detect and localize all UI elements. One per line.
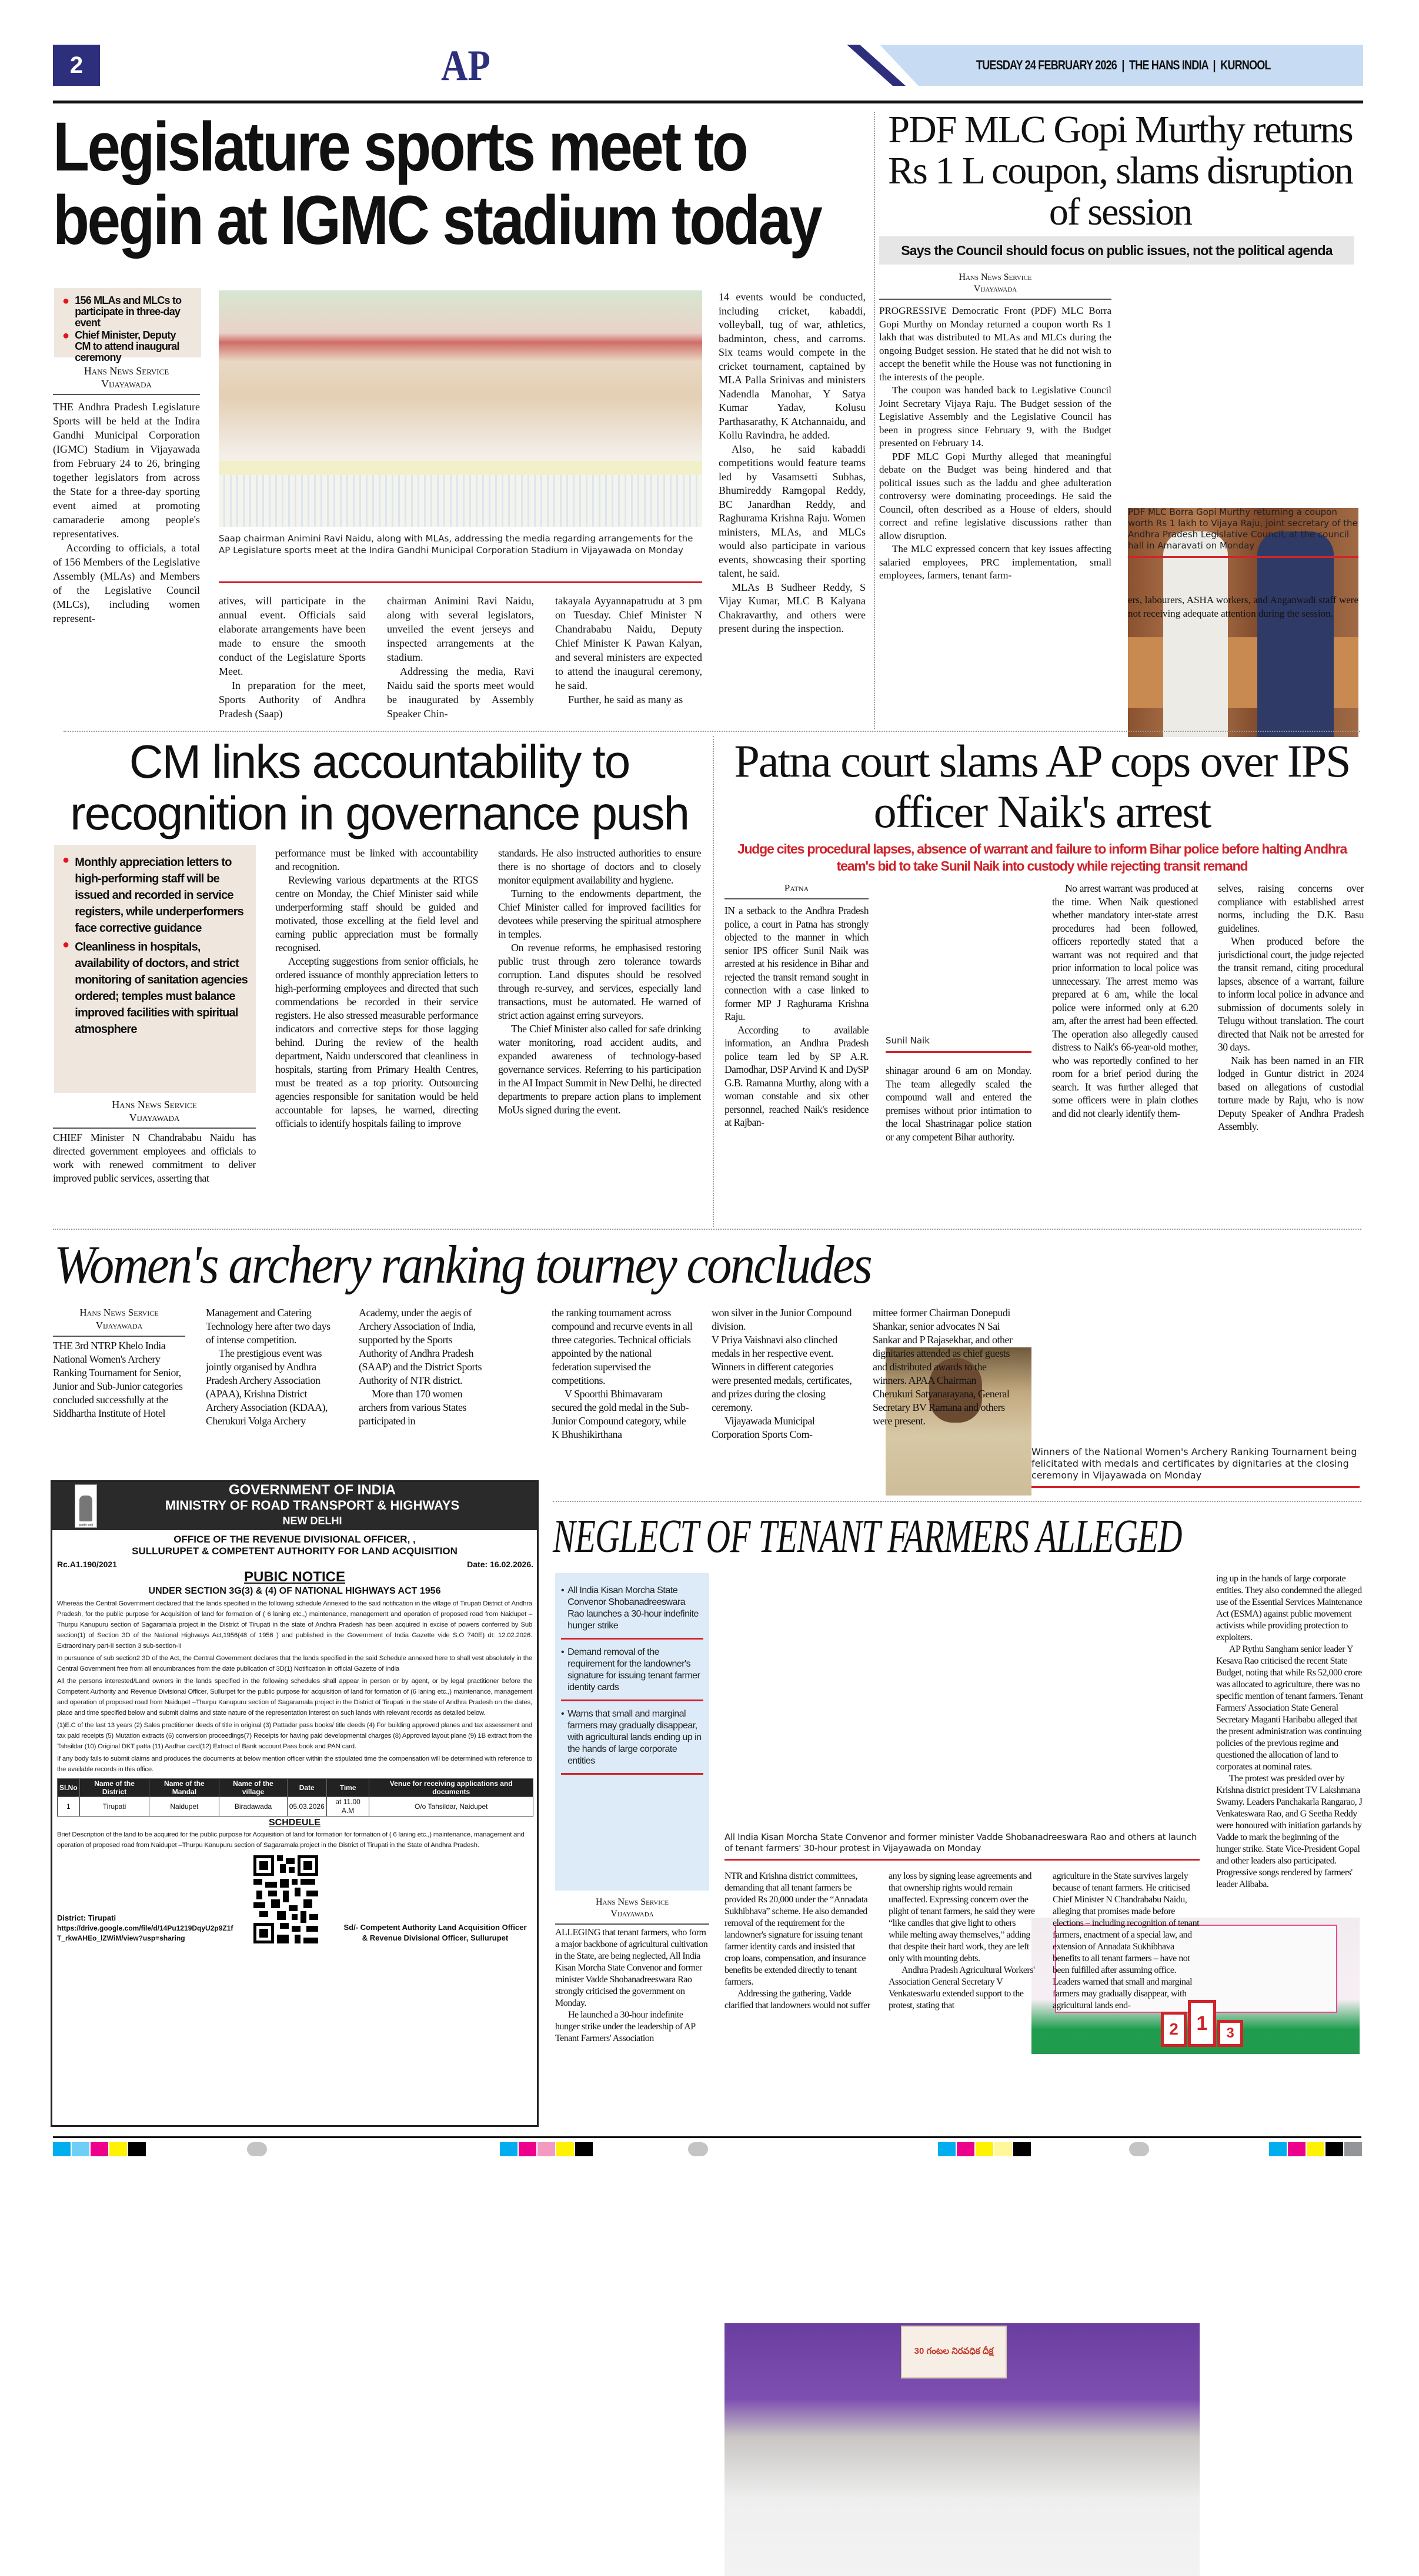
story1-highlights [54,288,201,363]
schedule-text: Brief Description of the land to be acquired for the public purpose for Acquisition of land for formation for formation of ( 6 laning etc.,) maintenance, management and operation of proposed road from Naidupet –Thurpu Kanupuru section of Sagaramala project in the District of Tirupati in the State of Andhra Pradesh. [57,1831,525,1849]
page-number-badge [53,45,100,86]
table-header-cell: Date [287,1779,326,1797]
color-swatch [1307,2142,1324,2156]
story4-column-1: IN a setback to the Andhra Pradesh police, a court in Patna has strongly objected to the manner in which senior IPS officer Sunil Naik was arrested at his residence in Bihar and rejected the transit remand sought in connection with a case linked to former MP J Raghurama Krishna Raju. According to available information, an Andhra Pradesh police team led by SP A.R. Damodhar, DSP Arvind K and DySP G.B. Ramanna Murthy, along with a woman constable and six other personnel, reached Naik's residence at Rajban- [724,905,869,1128]
section-divider [553,1501,1361,1502]
podium-3: 3 [1217,2020,1243,2047]
table-header-cell: Time [326,1779,369,1797]
color-swatch [994,2142,1012,2156]
story5-column-5: won silver in the Junior Compound division. V Priya Vaishnavi also clinched medals in her respective event. Winners in different categories were presented medals, certificates, and prizes during the closing ceremony. Vijayawada Municipal Corporation Sports Com- [712,1307,852,1440]
highlight-item: ● Monthly appreciation letters to high-performing staff will be issued and recorded in service registers, while underperformers face corrective guidance [62,854,249,936]
notice-ref-row [52,1557,537,1569]
story6-byline-block: Hans News Service Vijayawada [555,1896,709,1925]
table-cell: 05.03.2026 [287,1797,326,1816]
schedule-table [57,1778,533,1816]
story6-photo [724,2323,1200,2576]
bullet-dot-icon: ● [62,854,69,867]
story1-headline: Legislature sports meet to begin at IGMC stadium today [53,108,821,259]
protest-banner-text: 30 గంటల నిరవధిక దీక్ష [914,2346,994,2356]
story1-column-3: chairman Animini Ravi Naidu, along with several legislators, unveiled the event jerseys and inspected arrangements at the stadium. Addressing the media, Ravi Naidu said the sports meet would be inaugurated by Assembly Speaker Chin- [387,595,534,720]
dateline: TUESDAY 24 FEBRUARY 2026 | THE HANS INDIA | KURNOOL [976,58,1271,72]
notice-body: Whereas the Central Government declared that the lands specified in the following schedule Annexed to the said notification in the village of Tirupati District of Andhra Pradesh, for the public purpose for Acquisition of land for formation of ( 6 laning etc.,) maintenance, management and operation of proposed road from Naidupet –Thurpu Kanupuru section of Sagaramala project in the District of Tirupati in the state of Andhra Pradesh has been acquired in excise of powers conferred by Sub section(1) of Section 3D of the National Highways Act,1956(48 of 1956 ) and published in the Government of India Gazette vide S.O 740E) dt: 12.02.2026. Extraordinary part-II section 3 sub-section-II In pursuance of sub section2 3D of the Act, the Central Government declares that the lands specified in the said Schedule annexed here to shall vest absolutely in the Central Government free from all encumbrances from the date publication of 3D(1) Notification in official Gazette of India All the persons interested/Land owners in the lands specified in the following schedules shall appear in person or by agent, or by legal practitioner before the Competent Authority and Revenue Divisional Officer, Sullurpet for the public purpose for acquisition of land for formation of (6 laning etc.,) maintenance, management and operation of proposed road from Naidupet –Thurpu Kanupuru section of Sagaramala project in the District of Tirupati in the state of Andhra Pradesh on the dates, place and time specified below and submit claims and state nature of the representation interest on such lands with relevant records as detailed below. (1)E.C of the last 13 years (2) Sales practitioner deeds of title in original (3) Pattadar pass books/ title deeds (4) For building approved planes and tax assessment and tax paid receipts (5) Mutation extracts (6) conversion proceedings(7) Receipts for having paid developmental charges (8) Approved layout plane (9) 1B extract from the Tahsildar (10) Original DKT patta (11) Aadhar card(12) Extract of Bank account Pass book and PAN card. If any body fails to submit claims and produces the documents at below mention officer within the stipulated time the compensation will be determined with reference to the available records in this office. [57,1600,532,1773]
story3-byline: Hans News Service Vijayawada [53,1098,256,1129]
highlight-item: ● Cleanliness in hospitals, availability of doctors, and strict monitoring of sanitation agencies ordered; temples must balance improved facilities with spiritual atmosphere [62,939,249,1038]
story6-highlights-list [555,1573,709,1891]
table-header-cell: Name of the District [79,1779,149,1797]
table-cell: O/o Tahsildar, Naidupet [369,1797,533,1816]
highlight-item: • All India Kisan Morcha State Convenor Shobanadreeswara Rao launches a 30-hour indefinite hunger strike [561,1585,703,1640]
story3-column-1: CHIEF Minister N Chandrababu Naidu has directed government employees and officials to work with renewed commitment to deliver improved public services, asserting that [53,1132,256,1184]
story4-column-4: selves, raising concerns over compliance with established arrest norms, including the D.K. Basu guidelines. When produced before the jurisdictional court, the judge rejected the transit remand, citing procedural lapses, absence of a warrant, failure to inform local police in advance and submission of documents solely in Telugu without translation. The court directed that Naik not be arrested for 30 days. Naik has been named in an FIR lodged in Guntur district in 2024 based on allegations of custodial torture made by Raju, who is now Deputy Speaker of Andhra Pradesh Assembly. [1218,882,1364,1132]
story2-caption: PDF MLC Borra Gopi Murthy returning a coupon worth Rs 1 lakh to Vijaya Raju, joint secretary of the Andhra Pradesh Legislative Council, at the council hall in Amaravati on Monday [1128,503,1358,558]
story3-highlights [54,845,256,1093]
schedule-table-wrap [52,1778,537,1816]
registration-pill-mark [688,2142,708,2156]
color-swatch [128,2142,146,2156]
story4-headline: Patna court slams AP cops over IPS officer Naik's arrest [734,735,1350,837]
emblem-motto: सत्यमेव जयते [78,1524,94,1527]
story6-caption: All India Kisan Morcha State Convenor and former minister Vadde Shobanadreeswara Rao and others at launch of tenant farmers' 30-hour protest in Vijayawada on Monday [724,1828,1200,1861]
color-swatch [109,2142,127,2156]
protest-banner [901,2326,1007,2378]
story5-byline: Hans News Service Vijayawada [53,1306,185,1337]
color-swatch [938,2142,956,2156]
story2-byline: Hans News Service Vijayawada [879,272,1111,300]
story4-dateline: Patna [724,882,869,899]
bullet-dot-icon: ● [62,295,69,307]
color-swatch [957,2142,974,2156]
story3-headline: CM links accountability to recognition in governance push [70,735,689,839]
color-swatch [91,2142,108,2156]
story4-column-3: No arrest warrant was produced at the time. When Naik questioned whether mandatory inter-state arrest procedures had been followed, officers reportedly stated that a warrant was not required and that prior information to local police was unnecessary. The arrest memo was prepared at 6 am, while the local police were informed only at 6.20 am, after the arrest had been effected. The operation also allegedly caused distress to Naik's 66-year-old mother, who was reportedly confined to her room for a brief period during the search. It was further alleged that some officers were in plain clothes and did not clearly identify them- [1052,882,1198,1119]
table-cell: Naidupet [149,1797,219,1816]
table-cell: Biradawada [219,1797,287,1816]
story1-column-4: takayala Ayyannapatrudu at 3 pm on Tuesday. Chief Minister N Chandrababu Naidu, Deputy Chief Minister K Pawan Kalyan, and several ministers are expected to attend the inaugural ceremony, he said. Further, he said as many as [555,595,702,705]
notice-office-1: OFFICE OF THE REVENUE DIVISIONAL OFFICER, , [173,1534,416,1545]
color-swatch [1344,2142,1362,2156]
bullet-dot-icon: • [561,1709,565,1719]
table-header-row [58,1779,533,1797]
color-swatch [976,2142,993,2156]
story6-column-2: NTR and Krishna district committees, demanding that all tenant farmers be provided Rs 20,000 under the “Annadata Sukhibhava” scheme. He also demanded removal of the requirement for the landowner's signature for issuing tenant farmer identity cards and insisted that crop loans, compensation, and insurance benefits be extended directly to tenant farmers. Addressing the gathering, Vadde clarified that landowners would not suffer [724,1871,870,2010]
story5-column-1: THE 3rd NTRP Khelo India National Women's Archery Ranking Tournament for Senior, Junior and Sub-Junior categories concluded successfully at the Siddhartha Institute of Hotel [53,1340,183,1419]
color-swatch [53,2142,71,2156]
notice-district: District: Tirupati [57,1913,116,1922]
table-cell: 1 [58,1797,80,1816]
story1-caption: Saap chairman Animini Ravi Naidu, along with MLAs, addressing the media regarding arrangements for the AP Legislature sports meet at the Indira Gandhi Municipal Corporation Stadium in Vijayawada on Monday [219,529,702,583]
notice-date: Date: 16.02.2026. [467,1560,533,1569]
story5-column-4: the ranking tournament across compound and recurve events in all three categories. Technical officials appointed by the national federation supervised the competitions. V Spoorthi Bhimavaram secured the gold medal in the Sub-Junior Compound category, while K Bhushikirthana [552,1307,693,1440]
color-swatch [1269,2142,1287,2156]
story6-column-1: ALLEGING that tenant farmers, who form a major backbone of agricultural cultivation in the State, are being neglected, All India Kisan Morcha State Convenor and former minister Vadde Shobanadreeswara Rao strongly criticised the government on Monday. He launched a 30-hour indefinite hunger strike under the leadership of AP Tenant Farmers' Association [555,1928,708,2043]
notice-subheading: UNDER SECTION 3G(3) & (4) OF NATIONAL HIGHWAYS ACT 1956 [148,1586,441,1596]
story5-headline: Women's archery ranking tourney concludes [54,1235,871,1294]
section-divider [53,1229,1361,1230]
bullet-dot-icon: ● [62,329,69,342]
notice-title-1: GOVERNMENT OF INDIA [228,1482,396,1498]
notice-heading: PUBIC NOTICE [243,1569,345,1585]
story3-column-2: performance must be linked with accountability and recognition. Reviewing various departments at the RTGS centre on Monday, the Chief Minister said while underperforming staff should be guided and motivated, those excelling at the field level and earning public appreciation must be formally recognised. Accepting suggestions from senior officials, he ordered issuance of monthly appreciation letters to high-performing employees and directed that such commendations be recorded in their service registers. He also stressed measurable performance indicators and corrective steps for those lagging behind. During the review of the health department, Naidu underscored that cleanliness in hospitals, starting from Primary Health Centres, must be treated as a top priority. Outsourcing agencies responsible for sanitation would be held accountable for lapses, he warned, directing officials to identify hospitals failing to improve [275,847,478,1129]
color-swatch [1288,2142,1306,2156]
table-cell: Tirupati [79,1797,149,1816]
table-header-cell: Name of the village [219,1779,287,1797]
story5-caption: Winners of the National Women's Archery Ranking Tournament being felicitated with medals and certificates by dignitaries at the closing ceremony in Vijayawada on Monday [1031,1443,1360,1488]
table-skirt [219,473,702,527]
story4-deck: Judge cites procedural lapses, absence of warrant and failure to inform Bihar police before halting Andhra team's bid to take Sunil Naik into custody while rejecting transit remand [737,841,1347,874]
public-notice-ad [51,1480,539,2127]
column-divider [874,112,875,729]
color-bar-group [500,2142,594,2156]
color-bar-group [1269,2142,1363,2156]
story6-headline: NEGLECT OF TENANT FARMERS ALLEGED [553,1511,1182,1563]
story4-caption: Sunil Naik [886,1031,1031,1053]
story2-column-1: PROGRESSIVE Democratic Front (PDF) MLC Borra Gopi Murthy on Monday returned a coupon worth Rs 1 lakh that was distributed to MLAs and MLCs during the ongoing Budget session. He stated that he did not wish to accept the benefit while the House was not functioning in the interests of the people. The coupon was handed back to Legislative Council Joint Secretary Vijaya Raju. The Budget session of the Legislative Assembly and the Legislative Council has been in progress since February 9, with the Budget presented on February 14. PDF MLC Gopi Murthy alleged that meaningful debate on the Budget was being hindered and that political issues such as the laddu and ghee adulteration controversy were dominating proceedings. He said the Council, often described as a House of elders, should correct and refine legislative discussions rather than allow disruption. The MLC expressed concern that key issues affecting salaried employees, PRC implementation, small employees, farmers, tenant farm- [879,305,1111,581]
story5-column-2: Management and Catering Technology here after two days of intense competition. The prestigious event was jointly organised by Andhra Pradesh Archery Association (APAA), Krishna District Archery Association (KDAA), Cherukuri Volga Archery [206,1307,330,1427]
color-swatch [500,2142,517,2156]
section-title: AP [441,42,490,90]
registration-pill-mark [247,2142,267,2156]
table-row [58,1797,533,1816]
table-header-cell: Venue for receiving applications and documents [369,1779,533,1797]
story6-column-5: ing up in the hands of large corporate entities. They also condemned the alleged use of the Essential Services Maintenance Act (ESMA) against public movement activists while providing protection to exploiters. AP Rythu Sangham senior leader Y Kesava Rao criticised the recent State Budget, noting that while Rs 52,000 crore was allocated to agriculture, there was no specific mention of tenant farmers. Tenant Farmers' Association State General Secretary Maganti Haribabu alleged that the present administration was continuing policies of the previous regime and questioned the allocation of land to corporates at nominal rates. The protest was presided over by Krishna district president TV Lakshmana Swamy. Leaders Panchakarla Rangarao, J Venkateswara Rao, and G Seetha Reddy were honoured with initiation garlands by Vadde to mark the beginning of the hunger strike. State Vice-President Gopal and other leaders also participated. Progressive songs rendered by farmers' leader Alibaba. [1216,1574,1363,1889]
bullet-dot-icon: • [561,1585,565,1595]
story1-byline: Hans News Service Vijayawada [53,364,200,395]
story1-photo [219,290,702,527]
notice-footer-left [57,1913,233,1943]
story1-column-1: THE Andhra Pradesh Legislature Sports will be held at the Indira Gandhi Municipal Corporation (IGMC) Stadium in Vijayawada from February 24 to 26, bringing together legislators from across the State for a three-day sporting event aimed at promoting camaraderie among people's representatives. According to officials, a total of 156 Members of the Legislative Assembly (MLAs) and Members of the Legislative Council (MLCs), including women represent- [53,401,200,624]
notice-link[interactable]: https://drive.google.com/file/d/14Pu1219DqyU2p9Z1fT_rkwAHEo_lZWiM/view?usp=sharing [57,1924,233,1942]
registration-pill-mark [1129,2142,1149,2156]
story5-column-6: mittee former Chairman Donepudi Shankar, senior advocates N Sai Sankar and P Rajasekhar, and other dignitaries attended as chief guests and distributed awards to the winners. APAA Chairman Cherukuri Satyanarayana, General Secretary BV Ramana and others were present. [873,1307,1013,1427]
section-divider [64,731,1360,732]
color-bar-group [53,2142,147,2156]
masthead-rule [53,101,1363,103]
notice-office-2: SULLURUPET & COMPETENT AUTHORITY FOR LAND ACQUISITION [132,1545,458,1557]
podium-2: 2 [1161,2012,1187,2047]
table-cell: at 11.00 A.M [326,1797,369,1816]
highlight-item: • Warns that small and marginal farmers may gradually disappear, with agricultural lands ending up in the hands of large corporate entities [561,1708,703,1775]
story6-column-4b: agriculture in the State survives largely because of tenant farmers. He criticised Chief Minister N Chandrababu Naidu, alleging that promises made before elections – including recognition of tenant farmers, enactment of a special law, and extension of Annadata Sukhibhava benefits to all tenant farmers – have not been fulfilled after assuming office. Leaders warned that small and marginal farmers may gradually disappear, with agricultural lands end- [1053,1871,1200,2010]
color-swatch [519,2142,536,2156]
bullet-dot-icon: • [561,1647,565,1657]
schedule-heading: SCHDEULE [268,1818,320,1828]
page-number: 2 [69,52,84,78]
footer-rule [53,2136,1361,2138]
qr-code-graphic [253,1855,318,1943]
notice-title-3: NEW DELHI [282,1515,342,1527]
story1-column-2: atives, will participate in the annual event. Officials said elaborate arrangements have been made to ensure the smooth conduct of the Legislature Sports Meet. In preparation for the meet, Sports Authority of Andhra Pradesh (Saap) [219,595,366,720]
notice-title-2: MINISTRY OF ROAD TRANSPORT & HIGHWAYS [165,1498,460,1513]
color-swatch [1013,2142,1031,2156]
color-swatch [537,2142,555,2156]
story6-column-3: any loss by signing lease agreements and that ownership rights would remain unaffected. Expressing concern over the plight of tenant farmers, he said they were “like candles that give light to others while melting away themselves,” adding that despite their hard work, they are left only with mounting debts. Andhra Pradesh Agricultural Workers' Association General Secretary V Venkateswarlu extended support to the protest, stating that [889,1871,1035,2010]
podium-1: 1 [1188,2000,1216,2047]
color-swatch [72,2142,89,2156]
qr-code-icon[interactable] [253,1855,318,1943]
story4-column-2: shinagar around 6 am on Monday. The team allegedly scaled the compound wall and entered the premises without prior intimation to the local Shastrinagar police station or any competent Bihar authority. [886,1065,1031,1143]
notice-signature: Sd/- Competent Authority Land Acquisition Officer & Revenue Divisional Officer, Sullurupet [343,1923,527,1942]
color-bar-group [938,2142,1032,2156]
table-top [219,461,702,475]
story5-column-3: Academy, under the aegis of Archery Association of India, supported by the Sports Authority of Andhra Pradesh (SAAP) and the District Sports Authority of NTR district. More than 170 women archers from various States participated in [359,1307,482,1427]
notice-footer [52,1851,537,1943]
story1-column-5: 14 events would be conducted, including cricket, kabaddi, volleyball, tug of war, athletics, badminton, chess, and carroms. Six teams would compete in the cricket tournament, captained by MLA Palla Srinivas and ministers Nadendla Manohar, Y Satya Kumar Yadav, Kolusu Parthasarathy, K Atchannaidu, and Kollu Ravindra, he added. Also, he said kabaddi competitions would feature teams led by Vasamsetti Subhas, Bhumireddy Ramgopal Reddy, BC Janardhan Reddy, and Raghurama Krishna Raju. Women ministers, MLAs, and MLCs would also participate in various events, showcasing their sporting talent, he said. MLAs B Sudheer Reddy, S Vijay Kumar, MLC B Kalyana Chakravarthy, and others were present during the inspection. [719,291,866,634]
story2-headline: PDF MLC Gopi Murthy returns Rs 1 L coupon, slams disruption of session [888,108,1353,233]
color-swatch [1325,2142,1343,2156]
column-divider [713,736,714,1227]
story3-column-3: standards. He also instructed authorities to ensure there is no shortage of doctors and to closely monitor equipment availability and hygiene. Turning to the endowments department, the Chief Minister called for improved facilities for devotees while preserving the spiritual atmosphere in temples. On revenue reforms, he emphasised restoring public trust through zero tolerance towards corruption. Land disputes should be resolved through re-survey, and services, especially land transactions, must be automated. He warned of strict action against erring surveyors. The Chief Minister also called for safe drinking water monitoring, road accident audits, and expanded awareness of technology-based governance services. Referring to his participation in the AI Impact Summit in New Delhi, he directed departments to prepare action plans to implement MoUs signed during the event. [498,847,701,1116]
table-header-cell: Sl.No [58,1779,80,1797]
story2-deck: Says the Council should focus on public issues, not the political agenda [879,236,1354,265]
highlight-item: ● Chief Minister, Deputy CM to attend inaugural ceremony [62,329,179,363]
color-swatch [575,2142,593,2156]
notice-ref: Rc.A1.190/2021 [57,1560,117,1569]
table-header-cell: Name of the Mandal [149,1779,219,1797]
highlight-item: ● 156 MLAs and MLCs to participate in three-day event [62,295,182,329]
color-swatch [556,2142,574,2156]
story2-column-2: ers, labourers, ASHA workers, and Anganwadi staff were not receiving adequate attention during the session. [1128,594,1358,619]
notice-header [52,1482,537,1530]
highlight-item: • Demand removal of the requirement for the landowner's signature for issuing tenant farmer identity cards [561,1647,703,1701]
print-registration-marks [53,2142,1364,2157]
bullet-dot-icon: ● [62,938,69,951]
